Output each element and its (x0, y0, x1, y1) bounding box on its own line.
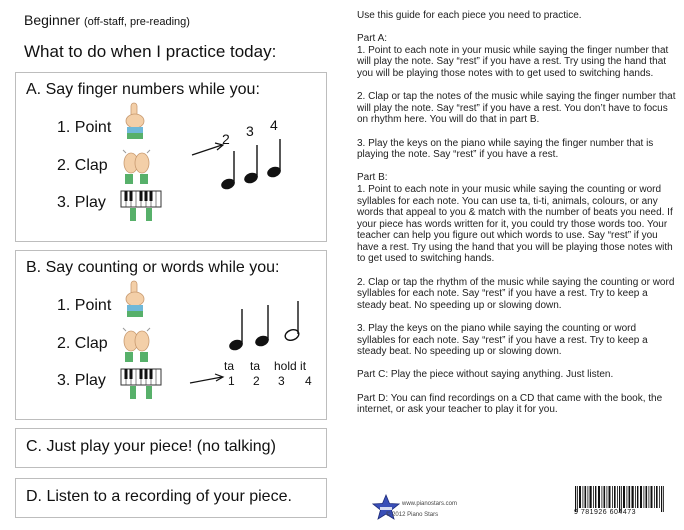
count-2: 2 (253, 374, 260, 388)
section-c-box (15, 428, 327, 468)
section-b-title: B. Say counting or words while you: (26, 259, 280, 276)
barcode-number: 9 781926 604473 (574, 509, 636, 516)
finger-number-3: 3 (246, 123, 254, 139)
practice-guide (357, 10, 677, 427)
clapping-hands-icon (120, 147, 154, 185)
finger-number-2: 2 (222, 131, 230, 147)
count-1: 1 (228, 374, 235, 388)
part-a-step-1: 1. Point to each note in your music while saying the finger number that will play the note. Say “rest” if you have a rest. Try using the hand that you will be playing those notes with to get used to switching hands. (357, 44, 669, 79)
rhythm-notes-icon (224, 301, 314, 357)
syllable-ta-2: ta (250, 359, 261, 373)
part-a-heading: Part A: (357, 33, 388, 45)
section-d-title: D. Listen to a recording of your piece. (26, 488, 292, 505)
level-heading (24, 12, 190, 28)
syllable-ta-1: ta (224, 359, 235, 373)
level-label: Beginner (24, 12, 81, 28)
part-a-step-2: 2. Clap or tap the notes of the music while saying the finger number that will play the note. Say “rest” if you have a rest. You don’t have to focus on rhythm here. You will do that in part B. (357, 91, 676, 126)
section-b-step-clap: 2. Clap (57, 335, 108, 352)
part-c-text: Part C: Play the piece without saying anything. Just listen. (357, 369, 614, 381)
part-a-step-3: 3. Play the keys on the piano while saying the finger number that is playing the note. Say “rest” if you have a rest. (357, 137, 654, 161)
pointing-hand-icon (120, 279, 150, 319)
part-b-step-3: 3. Play the keys on the piano while saying the counting or word syllables for each note. Say “rest” if you have a rest. Try to keep a steady beat. No speeding up or slowing down. (357, 323, 648, 358)
pointing-hand-icon (120, 101, 150, 141)
part-b-step-1: 1. Point to each note in your music while saying the counting or word syllables for each note. You can use ta, ti-ti, animals, colours, or any words that appeal to you & match with the number of beats you need. If your piece has words written for it, you could try those words too. Your teacher can help you figure out which words to use. Say “rest” if you have a rest. Try using the hand that you will be playing those notes with to get used to switching hands. (357, 183, 673, 265)
piano-keyboard-icon (120, 190, 162, 222)
clapping-hands-icon (120, 325, 154, 363)
count-4: 4 (305, 374, 312, 388)
guide-intro: Use this guide for each piece you need to practice. (357, 10, 582, 21)
count-3: 3 (278, 374, 285, 388)
section-a-step-play: 3. Play (57, 194, 106, 211)
section-a-step-point: 1. Point (57, 119, 112, 136)
arrow-icon (188, 369, 228, 389)
finger-number-4: 4 (270, 117, 278, 133)
section-a-step-clap: 2. Clap (57, 157, 108, 174)
quarter-notes-icon (216, 137, 296, 193)
section-b-step-point: 1. Point (57, 297, 112, 314)
section-a-title: A. Say finger numbers while you: (26, 81, 260, 98)
part-b-step-2: 2. Clap or tap the rhythm of the music while saying the counting or word syllables for each note. Say “rest” if you have a rest. Try to keep a steady beat. No speeding up or slowing down. (357, 276, 675, 311)
copyright-text: © 2012 Piano Stars (386, 512, 439, 518)
section-c-title: C. Just play your piece! (no talking) (26, 438, 276, 455)
section-d-box (15, 478, 327, 518)
piano-keyboard-icon (120, 368, 162, 400)
section-b-step-play: 3. Play (57, 372, 106, 389)
section-a-box (15, 72, 327, 242)
syllable-hold-it: hold it (274, 359, 307, 373)
level-note: (off-staff, pre-reading) (83, 16, 190, 28)
part-b-heading: Part B: (357, 172, 388, 184)
practice-question: What to do when I practice today: (24, 42, 277, 61)
website-text: www.pianostars.com (402, 501, 458, 507)
part-d-text: Part D: You can find recordings on a CD that came with the book, the internet, or ask your teacher to play it for you. (357, 392, 663, 416)
section-b-box (15, 250, 327, 420)
